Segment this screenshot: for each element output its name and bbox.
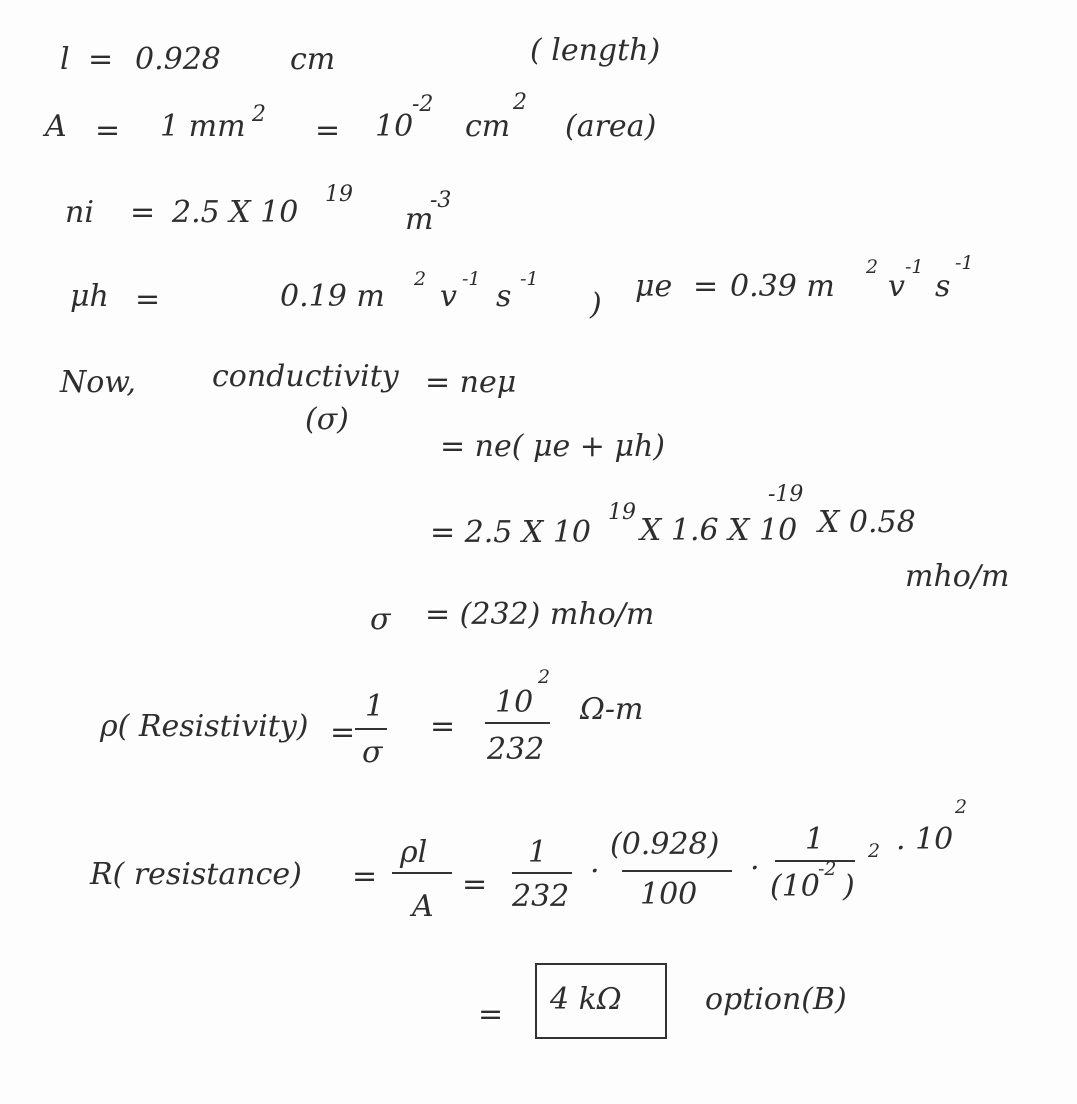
resistance-equals-1: = xyxy=(352,859,378,894)
ni-equals: = xyxy=(130,195,156,230)
length-equals: = xyxy=(88,42,114,77)
conductivity-step-3-b: X 1.6 X 10 xyxy=(640,513,798,548)
resistance-frac-1-num: ρl xyxy=(400,835,428,870)
resistivity-frac-1-den: σ xyxy=(362,735,383,770)
mobility-h-v-sup: -1 xyxy=(462,268,481,290)
mobility-h-m-sup: 2 xyxy=(414,268,427,290)
resistivity-frac-2-den: 232 xyxy=(487,732,545,767)
length-unit: cm xyxy=(290,42,336,77)
length-symbol: l xyxy=(60,42,70,77)
mobility-e-v-sup: -1 xyxy=(905,256,924,278)
sigma-result-symbol: σ xyxy=(370,602,391,637)
conductivity-step-3-unit: mho/m xyxy=(905,559,1010,594)
conductivity-step-3-a: = 2.5 X 10 xyxy=(430,515,591,550)
length-value: 0.928 xyxy=(135,42,221,77)
resistance-f3-den: (10 xyxy=(770,869,820,904)
area-cm-sup: 2 xyxy=(513,90,527,115)
resistance-f1-den: 232 xyxy=(512,879,570,914)
conductivity-step-2: = ne( μe + μh) xyxy=(440,429,665,464)
final-answer: 4 kΩ xyxy=(550,982,622,1017)
resistance-f2-den: 100 xyxy=(640,877,698,912)
conductivity-step-3-c: X 0.58 xyxy=(818,505,916,540)
mobility-e-value: 0.39 m xyxy=(730,269,835,304)
now-intro: Now, xyxy=(60,365,136,400)
resistance-tail: . 10 xyxy=(896,822,954,857)
resistivity-frac-2-bar xyxy=(485,722,550,724)
mobility-h-v: v xyxy=(440,279,457,314)
mobility-h-symbol: μh xyxy=(70,279,109,314)
answer-option: option(B) xyxy=(705,982,847,1017)
resistivity-frac-1-bar xyxy=(355,728,387,730)
mobility-e-v: v xyxy=(888,269,905,304)
conductivity-step-3-exp-1: 19 xyxy=(608,500,636,525)
resistivity-unit: Ω-m xyxy=(580,692,644,727)
mobility-e-s: s xyxy=(935,269,951,304)
area-equals-2: = xyxy=(315,113,341,148)
length-note: ( length) xyxy=(530,33,661,68)
resistance-frac-1-den: A xyxy=(412,889,434,924)
resistance-f2-num: (0.928) xyxy=(610,827,720,862)
resistance-f3-den-close: ) xyxy=(843,869,855,904)
ni-unit: m xyxy=(405,202,434,237)
resistivity-frac-2-num: 10 xyxy=(495,685,534,720)
ni-symbol: ni xyxy=(65,195,94,230)
ni-value: 2.5 X 10 xyxy=(172,195,299,230)
resistance-f3-power: 2 xyxy=(868,840,881,862)
conductivity-step-3-exp-2: -19 xyxy=(768,482,804,507)
resistance-dot-1: . xyxy=(590,845,600,880)
sigma-label: (σ) xyxy=(305,402,349,437)
resistivity-label: ρ( Resistivity) xyxy=(100,709,309,744)
resistivity-equals-2: = xyxy=(430,709,456,744)
mobility-e-m-sup: 2 xyxy=(866,256,879,278)
resistance-frac-1-bar xyxy=(392,872,452,874)
area-value-cm: 10 xyxy=(375,109,414,144)
resistance-label: R( resistance) xyxy=(90,857,302,892)
mobility-h-equals: = xyxy=(135,282,161,317)
resistivity-equals-1: = xyxy=(330,715,356,750)
ni-unit-exp: -3 xyxy=(430,188,452,213)
mobility-h-s: s xyxy=(496,279,512,314)
conductivity-label: conductivity xyxy=(212,359,399,394)
area-equals: = xyxy=(95,113,121,148)
mobility-e-equals: = xyxy=(693,269,719,304)
area-mm-sup: 2 xyxy=(252,102,266,127)
area-symbol: A xyxy=(45,109,67,144)
final-equals: = xyxy=(478,997,504,1032)
area-note: (area) xyxy=(565,109,657,144)
mobility-e-s-sup: -1 xyxy=(955,252,974,274)
mobility-h-value: 0.19 m xyxy=(280,279,385,314)
resistance-equals-2: = xyxy=(462,867,488,902)
resistance-f1-num: 1 xyxy=(528,835,548,870)
mobility-e-symbol: μe xyxy=(635,269,673,304)
resistivity-frac-1-num: 1 xyxy=(365,689,385,724)
resistivity-frac-2-num-exp: 2 xyxy=(538,666,551,688)
resistance-f3-num: 1 xyxy=(805,822,825,857)
area-value-mm: 1 mm xyxy=(160,109,246,144)
resistance-tail-exp: 2 xyxy=(955,796,968,818)
resistance-f3-bar xyxy=(775,860,855,862)
resistance-f3-den-exp: -2 xyxy=(818,858,837,880)
resistance-f1-bar xyxy=(512,872,572,874)
mobility-separator: ) xyxy=(590,287,602,322)
conductivity-result: = (232) mho/m xyxy=(425,597,655,632)
resistance-f2-bar xyxy=(622,870,732,872)
area-cm-exp: -2 xyxy=(412,92,434,117)
conductivity-step-1: = neμ xyxy=(425,365,517,400)
mobility-h-s-sup: -1 xyxy=(520,268,539,290)
resistance-dot-2: . xyxy=(750,842,760,877)
area-unit-cm: cm xyxy=(465,109,511,144)
ni-exp: 19 xyxy=(325,182,353,207)
